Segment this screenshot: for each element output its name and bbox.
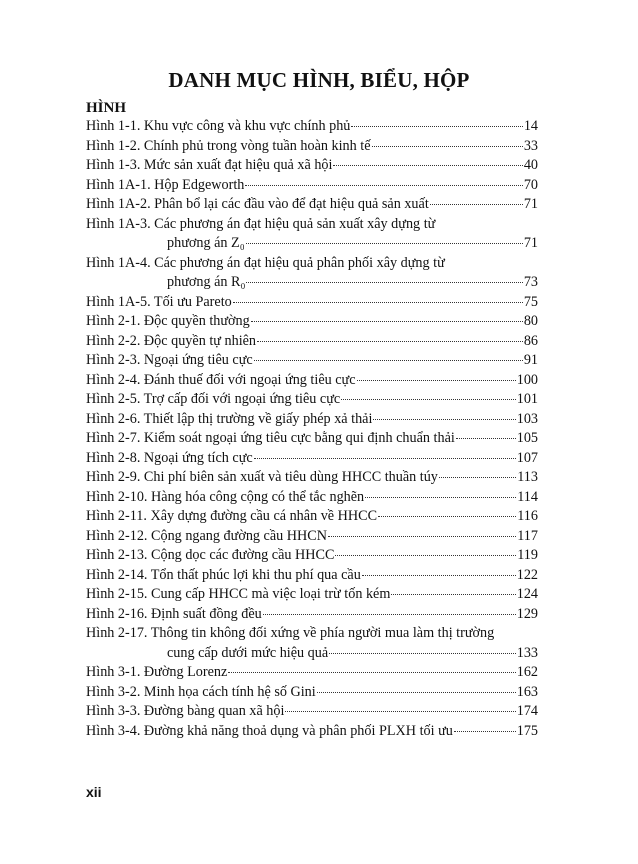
toc-entry-continuation: phương án R₀ [167, 274, 246, 290]
dot-leader [372, 146, 523, 147]
toc-entry-label: Hình 1A-2. Phân bổ lại các đầu vào để đạt hiệu quả sản xuất [86, 196, 429, 212]
toc-entry-page: 71 [523, 196, 538, 212]
toc-entry-label: Hình 3-4. Đường khả năng thoả dụng và phân phối PLXH tối ưu [86, 722, 453, 739]
toc-entry-label: Hình 2-6. Thiết lập thị trường về giấy phép xả thải [86, 410, 373, 427]
toc-entry [86, 527, 538, 547]
dot-leader [245, 185, 522, 186]
toc-entry-label: Hình 1A-1. Hộp Edgeworth [86, 176, 245, 193]
toc-entry [86, 293, 538, 313]
dot-leader [373, 419, 515, 420]
toc-entry-label: Hình 2-1. Độc quyền thường [86, 313, 250, 329]
toc-entry-continuation: phương án Z₀ [167, 235, 245, 251]
toc-entry-label: Hình 2-12. Cộng ngang đường cầu HHCN [86, 527, 327, 544]
dot-leader [333, 165, 522, 166]
toc-entry-label: Hình 2-16. Định suất đồng đều [86, 605, 262, 622]
dot-leader [362, 575, 516, 576]
dot-leader [456, 438, 516, 439]
toc-entry-label: Hình 3-3. Đường bàng quan xã hội [86, 703, 285, 719]
toc-entry [86, 663, 538, 683]
toc-entry [86, 137, 538, 157]
toc-entry-page: 40 [523, 157, 538, 173]
toc-entry [86, 312, 538, 332]
toc-entry-label: Hình 3-1. Đường Lorenz [86, 664, 228, 680]
dot-leader [439, 477, 516, 478]
toc-entry [86, 117, 538, 137]
dot-leader [228, 672, 515, 673]
toc-entry [86, 488, 538, 508]
toc-entry-page: 107 [516, 449, 538, 466]
toc-entry-page: 114 [517, 488, 538, 505]
toc-entry-page: 103 [516, 410, 538, 427]
toc-entry-label: Hình 1A-5. Tối ưu Pareto [86, 293, 232, 310]
dot-leader [335, 555, 516, 556]
toc-entry-label: Hình 2-9. Chi phí biên sản xuất và tiêu dùng HHCC thuần túy [86, 469, 438, 485]
toc-entry-label: Hình 2-15. Cung cấp HHCC mà việc loại trừ tốn kém [86, 586, 391, 602]
toc-entry-page: 119 [517, 547, 538, 563]
dot-leader [357, 380, 516, 381]
page-title: DANH MỤC HÌNH, BIỂU, HỘP [168, 68, 470, 92]
toc-entry [86, 585, 538, 605]
dot-leader [378, 516, 516, 517]
toc-entry-label: Hình 2-2. Độc quyền tự nhiên [86, 332, 257, 349]
toc-entry [86, 468, 538, 488]
toc-entry-page: 80 [523, 313, 538, 329]
dot-leader [430, 204, 523, 205]
toc-entry [86, 332, 538, 352]
toc-entry-label: Hình 2-3. Ngoại ứng tiêu cực [86, 352, 253, 368]
dot-leader [254, 360, 523, 361]
dot-leader [341, 399, 516, 400]
toc-entry-label: Hình 3-2. Minh họa cách tính hệ số Gini [86, 683, 316, 700]
dot-leader [454, 731, 516, 732]
toc-entry-label: Hình 2-4. Đánh thuế đối với ngoại ứng tiêu cực [86, 371, 356, 388]
toc-entry-page: 75 [523, 293, 538, 310]
toc-entry [86, 605, 538, 625]
dot-leader [351, 126, 522, 127]
toc-entry-page: 86 [523, 332, 538, 349]
toc-entry-page: 14 [523, 118, 538, 134]
toc-entry-label: Hình 2-7. Kiểm soát ngoại ứng tiêu cực bằng qui định chuẩn thải [86, 430, 455, 446]
toc-entry-label: Hình 2-8. Ngoại ứng tích cực [86, 449, 253, 466]
toc-entry-label: Hình 1A-3. Các phương án đạt hiệu quả sản xuất xây dựng từ [86, 215, 436, 232]
toc-entry-page: 70 [523, 176, 538, 193]
toc-entry-label: Hình 1-1. Khu vực công và khu vực chính phủ [86, 118, 351, 134]
toc-entry [86, 390, 538, 410]
toc-entry [86, 195, 538, 215]
dot-leader [317, 692, 516, 693]
toc-entry-page: 101 [516, 391, 538, 407]
toc-entry-continuation: cung cấp dưới mức hiệu quả [167, 644, 329, 661]
toc-entry-label: Hình 2-14. Tổn thất phúc lợi khi thu phí qua cầu [86, 566, 361, 583]
dot-leader [246, 282, 522, 283]
toc-entry-label: Hình 2-10. Hàng hóa công cộng có thể tắc nghẽn [86, 488, 365, 505]
toc-entry [86, 702, 538, 722]
toc-entry [86, 176, 538, 196]
toc-entry-page: 174 [516, 703, 538, 719]
toc-entry-label: Hình 2-5. Trợ cấp đối với ngoại ứng tiêu cực [86, 391, 341, 407]
toc-entry-page: 122 [516, 566, 538, 583]
toc-entry [86, 351, 538, 371]
toc-entry [86, 449, 538, 469]
toc-entry [86, 722, 538, 742]
toc-entry [86, 410, 538, 430]
toc-entry-page: 91 [523, 352, 538, 368]
toc-entry-page: 105 [516, 430, 538, 446]
toc-entry-page: 113 [517, 469, 538, 485]
toc-entry-page: 71 [523, 235, 538, 251]
toc-entry [86, 371, 538, 391]
dot-leader [285, 711, 515, 712]
toc-entry-page: 163 [516, 683, 538, 700]
dot-leader [254, 458, 516, 459]
page-number: xii [86, 784, 102, 800]
dot-leader [233, 302, 523, 303]
toc-entry-page: 162 [516, 664, 538, 680]
dot-leader [257, 341, 523, 342]
toc-entry-page: 73 [523, 274, 538, 290]
toc-entry [86, 156, 538, 176]
toc-entry-label: Hình 1A-4. Các phương án đạt hiệu quả phân phối xây dựng từ [86, 254, 445, 271]
toc-entry-label: Hình 2-17. Thông tin không đối xứng về phía người mua làm thị trường [86, 625, 495, 641]
toc-entry-page: 124 [516, 586, 538, 602]
toc-entry [86, 546, 538, 566]
toc-entry [86, 215, 538, 254]
toc-entry [86, 507, 538, 527]
toc-entry [86, 429, 538, 449]
toc-entry-page: 116 [517, 508, 538, 524]
toc-entry [86, 683, 538, 703]
dot-leader [365, 497, 516, 498]
figure-list [86, 117, 538, 741]
dot-leader [391, 594, 515, 595]
toc-entry [86, 566, 538, 586]
dot-leader [246, 243, 523, 244]
toc-entry-page: 129 [516, 605, 538, 622]
toc-entry-label: Hình 2-13. Cộng dọc các đường cầu HHCC [86, 547, 335, 563]
toc-entry [86, 254, 538, 293]
toc-entry-page: 33 [523, 137, 538, 154]
dot-leader [328, 536, 516, 537]
dot-leader [329, 653, 516, 654]
toc-entry-page: 175 [516, 722, 538, 739]
toc-entry [86, 624, 538, 663]
toc-entry-page: 133 [516, 644, 538, 661]
toc-entry-page: 100 [516, 371, 538, 388]
dot-leader [263, 614, 516, 615]
toc-entry-label: Hình 2-11. Xây dựng đường cầu cá nhân về HHCC [86, 508, 378, 524]
dot-leader [251, 321, 523, 322]
section-heading: HÌNH [86, 100, 127, 116]
toc-entry-label: Hình 1-2. Chính phủ trong vòng tuần hoàn kinh tế [86, 137, 371, 154]
toc-entry-page: 117 [517, 527, 538, 544]
toc-entry-label: Hình 1-3. Mức sản xuất đạt hiệu quả xã hội [86, 157, 333, 173]
